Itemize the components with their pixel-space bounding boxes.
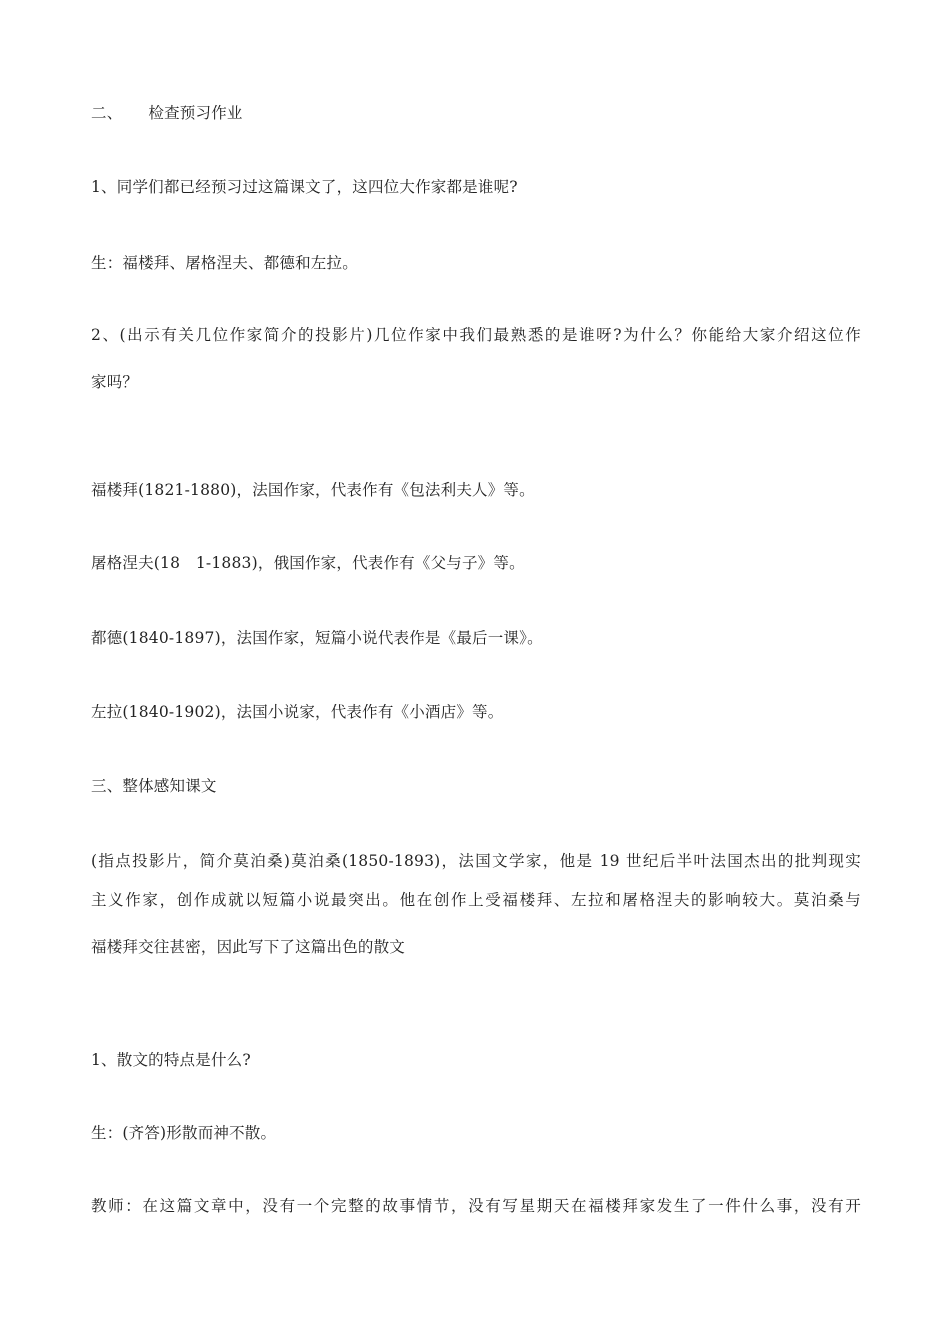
intro-line-1: (指点投影片，简介莫泊桑)莫泊桑(1850-1893)，法国文学家，他是 19 世纪后半叶法国杰出的批判现实: [91, 852, 861, 870]
author-turgenev: 屠格涅夫(18 1-1883)，俄国作家，代表作有《父与子》等。: [91, 554, 525, 572]
author-flaubert: 福楼拜(1821-1880)，法国作家，代表作有《包法利夫人》等。: [91, 481, 535, 499]
answer-3: 生：(齐答)形散而神不散。: [91, 1124, 277, 1142]
intro-line-3: 福楼拜交往甚密，因此写下了这篇出色的散文: [91, 938, 406, 956]
section-title: 检查预习作业: [148, 104, 243, 122]
section-heading-2: [91, 103, 243, 123]
question-2-line-2: 家吗？: [91, 373, 139, 391]
answer-1: 生：福楼拜、屠格涅夫、都德和左拉。: [91, 254, 358, 272]
section-heading-3: 三、整体感知课文: [91, 777, 217, 795]
question-2-line-1: 2、(出示有关几位作家简介的投影片)几位作家中我们最熟悉的是谁呀?为什么？你能给大家介绍这位作: [91, 326, 861, 344]
author-daudet: 都德(1840-1897)，法国作家，短篇小说代表作是《最后一课》。: [91, 629, 543, 647]
question-1: 1、同学们都已经预习过这篇课文了，这四位大作家都是谁呢?: [91, 178, 518, 196]
author-zola: 左拉(1840-1902)，法国小说家，代表作有《小酒店》等。: [91, 703, 504, 721]
teacher-line-1: 教师：在这篇文章中，没有一个完整的故事情节，没有写星期天在福楼拜家发生了一件什么事，没有开: [91, 1197, 861, 1215]
question-3: 1、散文的特点是什么?: [91, 1051, 251, 1069]
intro-line-2: 主义作家，创作成就以短篇小说最突出。他在创作上受福楼拜、左拉和屠格涅夫的影响较大。莫泊桑与: [91, 891, 861, 909]
section-number: 二、: [91, 104, 123, 122]
